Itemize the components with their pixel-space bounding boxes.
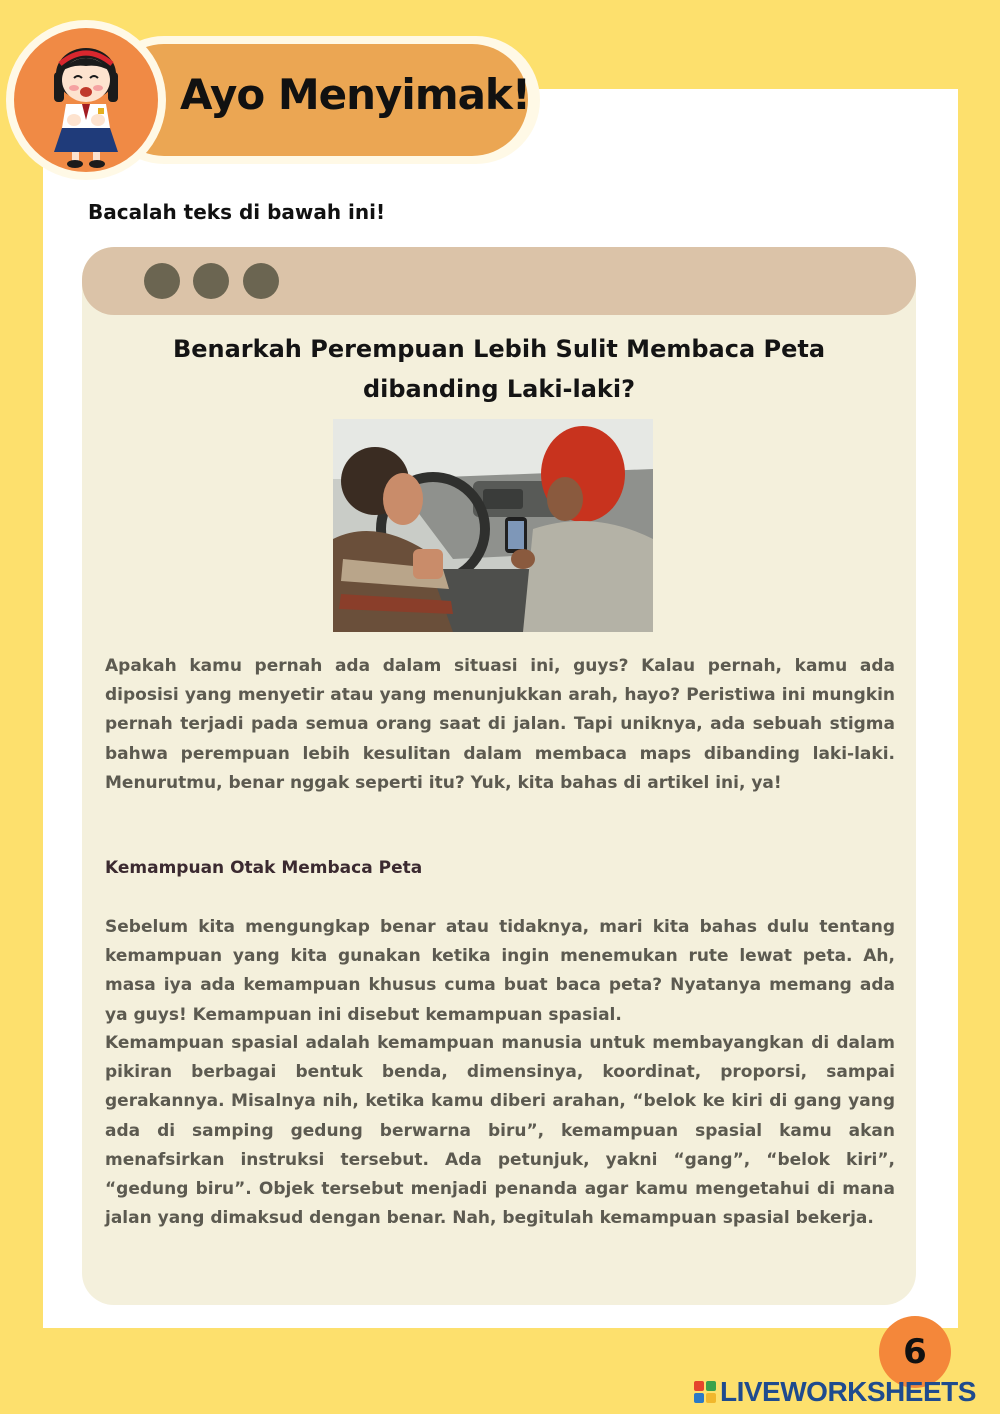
window-dot-icon [243, 263, 279, 299]
liveworksheets-brand[interactable] [694, 1376, 976, 1408]
page-title: Ayo Menyimak! [180, 70, 531, 119]
article-paragraph: Apakah kamu pernah ada dalam situasi ini, guys? Kalau pernah, kamu ada diposisi yang menyetir atau yang menunjukkan arah, hayo? Peristiwa ini mungkin pernah terjadi pada semua orang saat di jalan. Tapi uniknya, ada sebuah stigma bahwa perempuan lebih kesulitan dalam membaca maps dibanding laki-laki. Menurutmu, benar nggak seperti itu? Yuk, kita bahas di artikel ini, ya! [105, 656, 895, 793]
instruction-text: Bacalah teks di bawah ini! [88, 200, 386, 224]
article-subheading: Kemampuan Otak Membaca Peta [105, 858, 423, 878]
article-title-line: Benarkah Perempuan Lebih Sulit Membaca Peta [172, 335, 826, 363]
article-title-line: dibanding Laki-laki? [362, 375, 636, 403]
window-dot-icon [144, 263, 180, 299]
article-paragraph: Sebelum kita mengungkap benar atau tidaknya, mari kita bahas dulu tentang kemampuan yang kita gunakan ketika ingin menemukan rute lewat peta. Ah, masa iya ada kemampuan khusus cuma buat baca peta? Nyatanya memang ada ya guys! Kemampuan ini disebut kemampuan spasial. [105, 917, 895, 1025]
article-photo [333, 419, 653, 632]
window-dot-icon [193, 263, 229, 299]
liveworksheets-logo-icon [694, 1381, 716, 1403]
brand-name: LIVEWORKSHEETS [720, 1376, 976, 1407]
card-title-bar [82, 247, 916, 315]
page-number-badge: 6 [879, 1316, 951, 1388]
article-title [122, 329, 876, 409]
student-girl-icon [14, 28, 158, 172]
article-paragraph: Kemampuan spasial adalah kemampuan manusia untuk membayangkan di dalam pikiran berbagai bentuk benda, dimensinya, koordinat, proporsi, sampai gerakannya. Misalnya nih, ketika kamu diberi arahan, “belok ke kiri di gang yang ada di samping gedung berwarna biru”, kemampuan spasial kamu akan menafsirkan instruksi tersebut. Ada petunjuk, yakni “gang”, “belok kiri”, “gedung biru”. Objek tersebut menjadi penanda agar kamu mengetahui di mana jalan yang dimaksud dengan benar. Nah, begitulah kemampuan spasial bekerja. [105, 1033, 895, 1229]
student-avatar [14, 28, 158, 172]
article-card [82, 247, 916, 1305]
car-navigation-photo [333, 419, 653, 632]
